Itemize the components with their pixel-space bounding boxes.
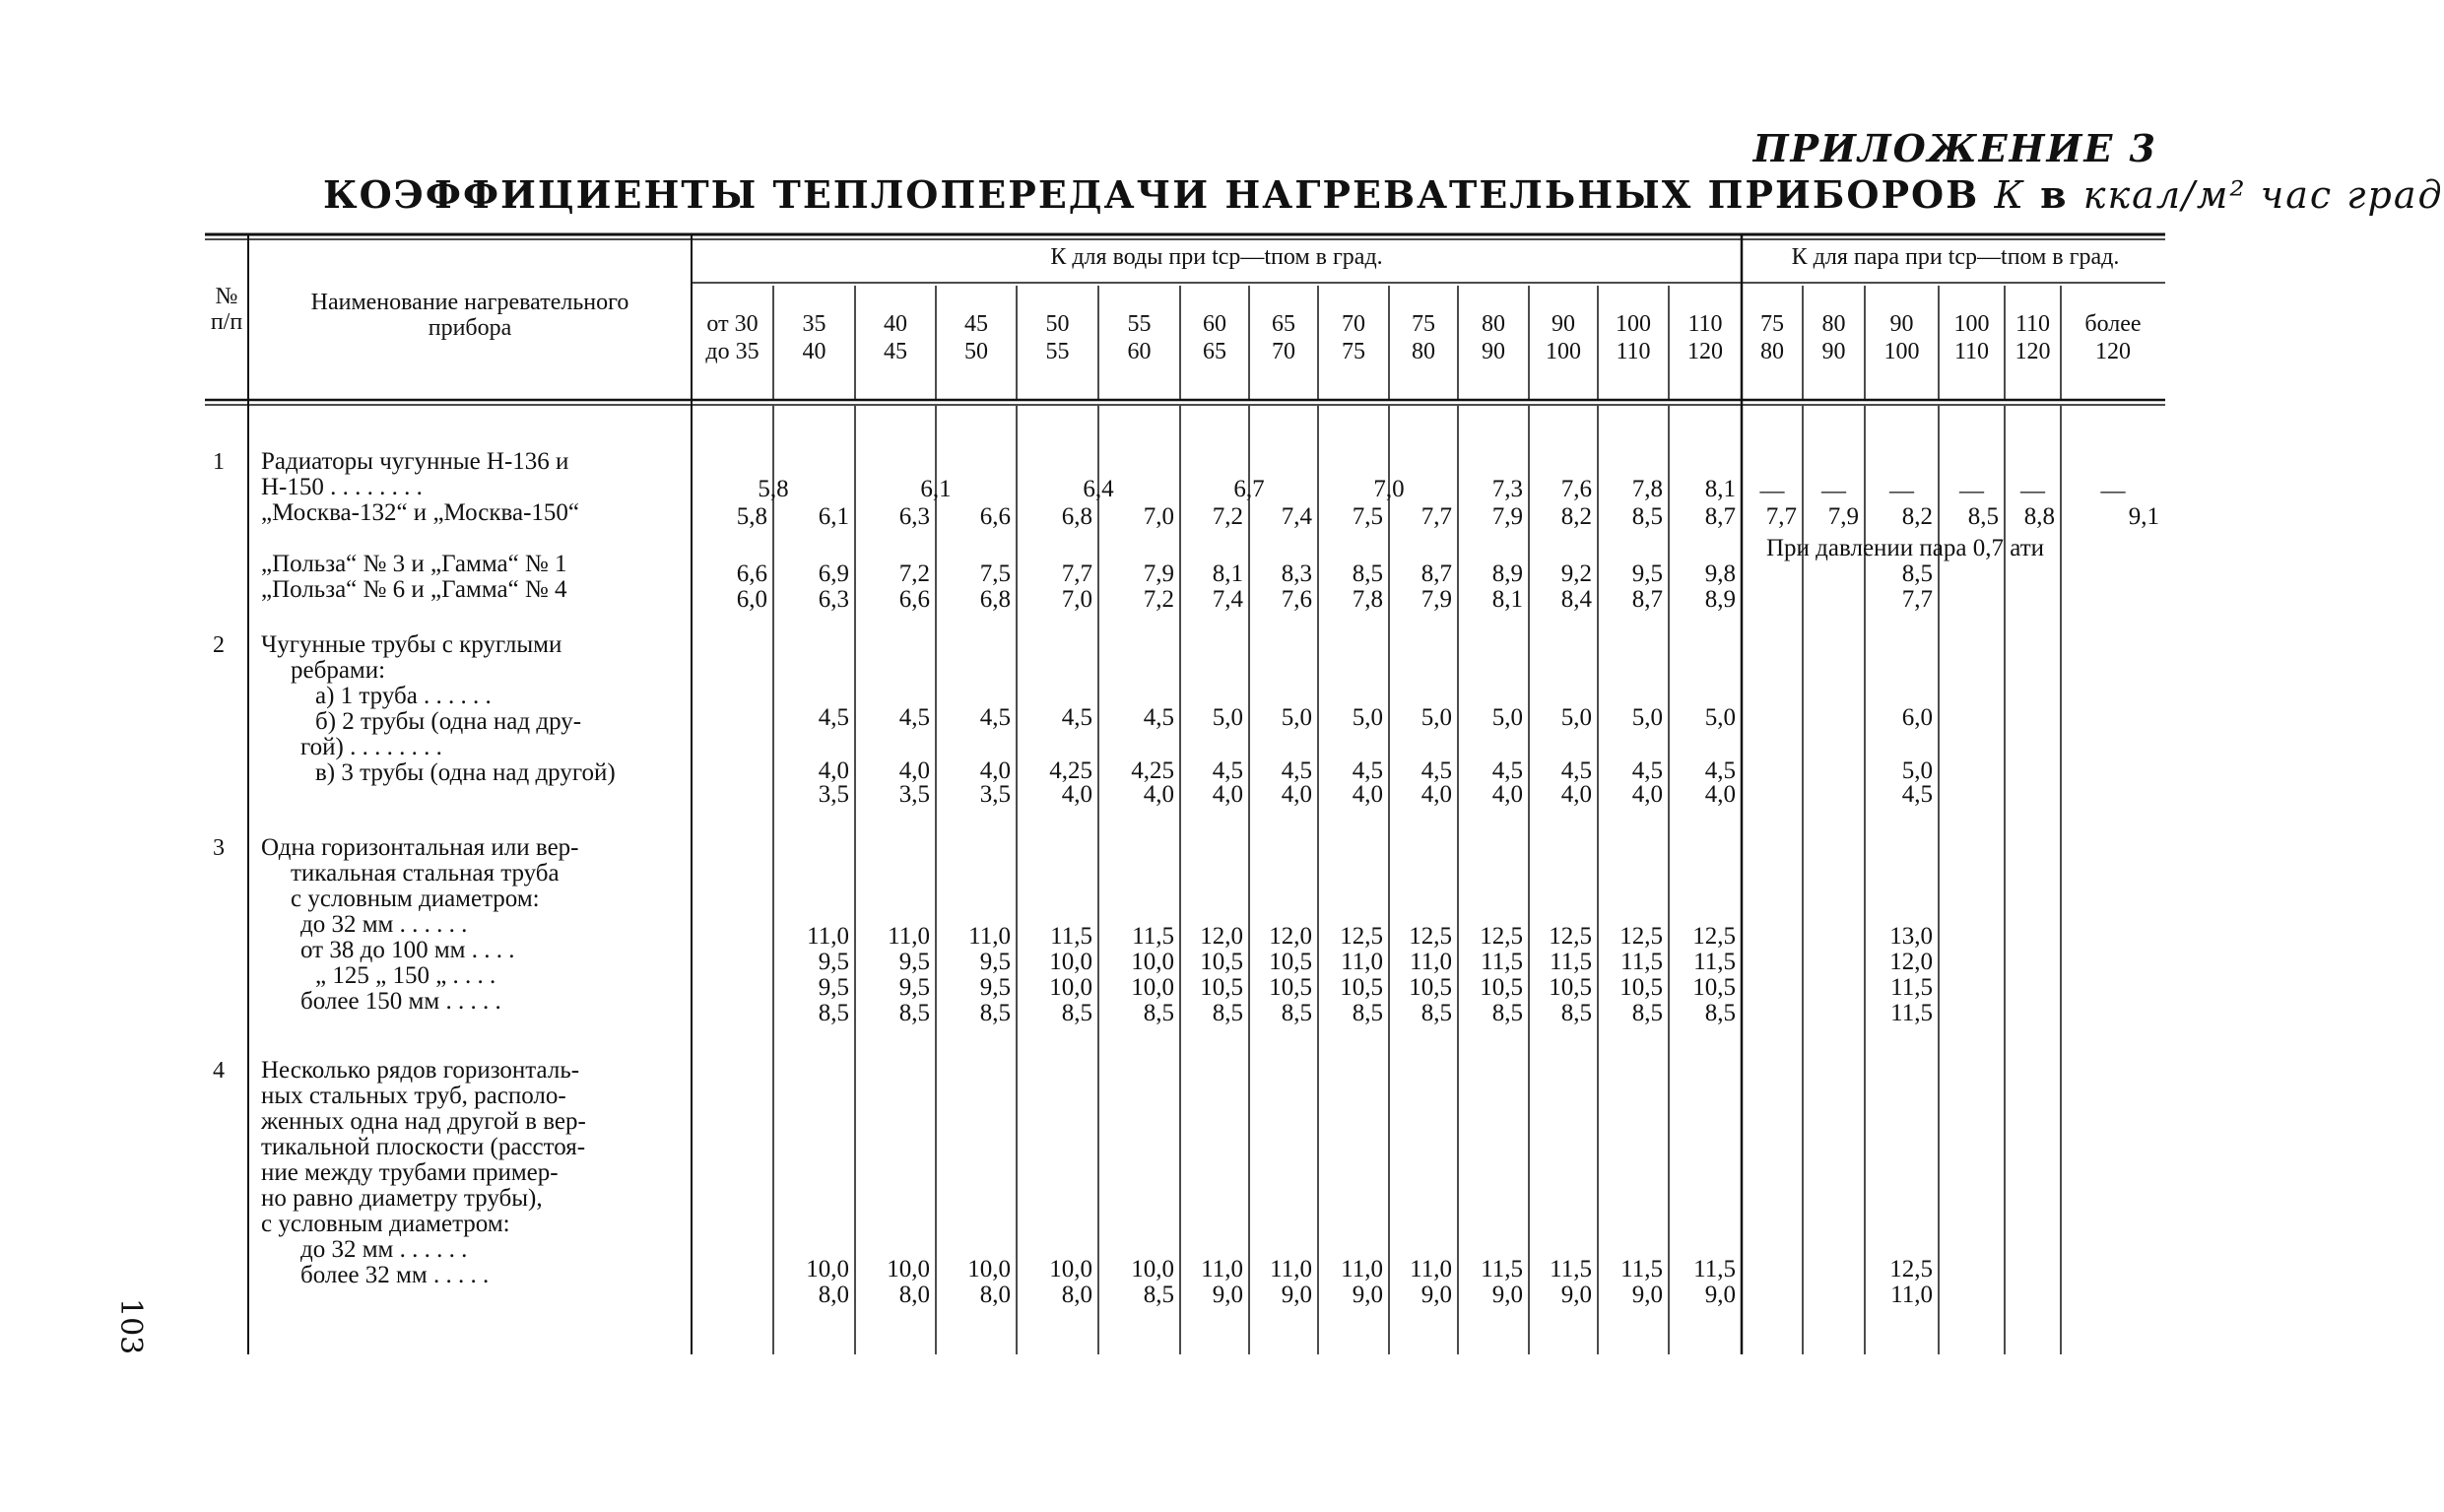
water-value: 12,0 [1200, 923, 1243, 950]
row-name-line: „ 125 „ 150 „ . . . . [315, 962, 496, 989]
water-value: 4,5 [1560, 757, 1592, 784]
water-value: 9,5 [898, 974, 930, 1001]
water-value: 4,0 [1061, 781, 1092, 808]
header-water-col: 80 [1412, 339, 1435, 364]
water-value: 11,5 [1620, 1256, 1663, 1282]
row-name-line: с условным диаметром: [291, 886, 540, 912]
water-value: 4,25 [1049, 757, 1092, 784]
steam-dash: — [2100, 478, 2126, 504]
water-value: 4,0 [1491, 781, 1523, 808]
row-name-line: с условным диаметром: [261, 1211, 510, 1237]
water-value: 4,5 [1212, 757, 1243, 784]
water-value: 4,5 [818, 704, 849, 731]
water-value: 12,5 [1340, 923, 1383, 950]
water-value: 11,5 [1693, 1256, 1736, 1282]
header-water-col: 75 [1412, 311, 1435, 337]
header-steam-group: К для пара при tср—tпом в град. [1791, 244, 2120, 270]
merged-water-value: 5,8 [758, 476, 789, 502]
header-water-col: 75 [1342, 339, 1365, 364]
steam-value: 12,0 [1889, 949, 1933, 975]
water-value: 10,5 [1269, 949, 1312, 975]
water-value: 10,0 [1131, 974, 1174, 1001]
header-water-col: 35 [802, 311, 826, 337]
water-value: 5,0 [1352, 704, 1383, 731]
water-value: 9,0 [1631, 1282, 1663, 1308]
steam-value: 5,0 [1901, 757, 1933, 784]
water-value: 11,0 [807, 923, 849, 950]
water-value: 9,5 [979, 949, 1011, 975]
header-steam-col: 120 [2015, 339, 2051, 364]
water-value: 8,0 [818, 1282, 849, 1308]
water-value: 11,5 [1132, 923, 1174, 950]
water-value: 9,0 [1352, 1282, 1383, 1308]
water-value: 10,5 [1340, 974, 1383, 1001]
header-steam-col: 80 [1760, 339, 1784, 364]
water-value: 8,7 [1631, 586, 1663, 613]
water-value: 9,5 [818, 974, 849, 1001]
water-value: 8,0 [979, 1282, 1011, 1308]
water-value: 8,2 [1560, 503, 1592, 530]
water-value: 10,0 [887, 1256, 930, 1282]
header-water-col: 70 [1272, 339, 1295, 364]
header-num: п/п [210, 309, 243, 335]
header-steam-col: 120 [2095, 339, 2131, 364]
steam-dash: — [1759, 478, 1785, 504]
row-name-line: но равно диаметру трубы), [261, 1185, 543, 1212]
water-value: 4,5 [979, 704, 1011, 731]
water-value: 11,5 [1550, 1256, 1592, 1282]
water-value: 9,2 [1560, 560, 1592, 587]
water-value: 8,5 [1420, 1000, 1452, 1026]
title-unit: ккал/м² час град [2082, 173, 2444, 217]
row-name-line: до 32 мм . . . . . . [300, 911, 468, 938]
row-name-line: от 38 до 100 мм . . . . [300, 937, 515, 963]
header-name: прибора [428, 315, 512, 341]
water-value: 7,8 [1631, 476, 1663, 502]
water-value: 9,0 [1281, 1282, 1312, 1308]
steam-dash: — [1821, 478, 1846, 504]
header-water-col: 50 [964, 339, 988, 364]
water-value: 8,3 [1281, 560, 1312, 587]
water-value: 8,7 [1704, 503, 1736, 530]
water-value: 5,8 [736, 503, 767, 530]
header-steam-col: более [2084, 311, 2142, 337]
row-name-line: Чугунные трубы с круглыми [261, 631, 562, 658]
water-value: 4,5 [1281, 757, 1312, 784]
water-value: 7,5 [1352, 503, 1383, 530]
row-name-line: Н-150 . . . . . . . . [261, 474, 423, 500]
water-value: 4,5 [1631, 757, 1663, 784]
row-name-line: более 150 мм . . . . . [300, 988, 501, 1015]
merged-water-value: 6,7 [1233, 476, 1265, 502]
water-value: 5,0 [1631, 704, 1663, 731]
header-water-group: К для воды при tср—tпом в град. [1050, 244, 1383, 270]
water-value: 8,1 [1212, 560, 1243, 587]
water-value: 10,5 [1200, 949, 1243, 975]
water-value: 7,4 [1281, 503, 1312, 530]
water-value: 12,5 [1480, 923, 1523, 950]
water-value: 7,6 [1281, 586, 1312, 613]
water-value: 10,5 [1409, 974, 1452, 1001]
water-value: 6,6 [736, 560, 767, 587]
water-value: 4,0 [1704, 781, 1736, 808]
water-value: 5,0 [1281, 704, 1312, 731]
water-value: 8,5 [1143, 1000, 1174, 1026]
water-value: 11,0 [888, 923, 930, 950]
water-value: 8,0 [898, 1282, 930, 1308]
water-value: 4,0 [979, 757, 1011, 784]
merged-water-value: 6,1 [920, 476, 952, 502]
header-name: Наименование нагревательного [310, 290, 629, 315]
header-water-col: 110 [1687, 311, 1723, 337]
water-value: 11,5 [1481, 949, 1523, 975]
header-water-col: 80 [1482, 311, 1505, 337]
water-value: 4,5 [1704, 757, 1736, 784]
water-value: 8,5 [818, 1000, 849, 1026]
water-value: 8,0 [1061, 1282, 1092, 1308]
row-number: 3 [213, 835, 225, 861]
water-value: 8,5 [1061, 1000, 1092, 1026]
header-water-col: 100 [1546, 339, 1581, 364]
title-symbol: К [1994, 173, 2025, 217]
water-value: 10,0 [1049, 1256, 1092, 1282]
water-value: 11,0 [1341, 949, 1383, 975]
water-value: 3,5 [818, 781, 849, 808]
header-water-col: от 30 [706, 311, 759, 337]
row-name-line: ние между трубами пример- [261, 1159, 559, 1186]
water-value: 9,0 [1560, 1282, 1592, 1308]
water-value: 5,0 [1212, 704, 1243, 731]
header-steam-col: 90 [1821, 339, 1846, 364]
header-steam-col: 100 [1883, 339, 1920, 364]
water-value: 7,3 [1491, 476, 1523, 502]
water-value: 9,0 [1420, 1282, 1452, 1308]
header-water-col: 110 [1616, 339, 1651, 364]
water-value: 8,5 [979, 1000, 1011, 1026]
water-value: 8,5 [1212, 1000, 1243, 1026]
water-value: 4,5 [1491, 757, 1523, 784]
water-value: 12,5 [1692, 923, 1736, 950]
header-water-col: 100 [1616, 311, 1651, 337]
header-water-col: 65 [1203, 339, 1226, 364]
row-name-line: Радиаторы чугунные Н-136 и [261, 448, 569, 475]
water-value: 4,0 [1631, 781, 1663, 808]
water-value: 6,6 [979, 503, 1011, 530]
header-water-col: 45 [884, 339, 907, 364]
water-value: 11,5 [1620, 949, 1663, 975]
water-value: 3,5 [979, 781, 1011, 808]
water-value: 8,5 [1281, 1000, 1312, 1026]
header-steam-col: 90 [1889, 311, 1914, 337]
header-steam-col: 110 [1953, 339, 1990, 364]
water-value: 7,7 [1061, 560, 1092, 587]
water-value: 7,0 [1061, 586, 1092, 613]
water-value: 4,5 [1352, 757, 1383, 784]
water-value: 9,0 [1491, 1282, 1523, 1308]
water-value: 9,0 [1704, 1282, 1736, 1308]
steam-dash: — [1959, 478, 1984, 504]
row-name-line: ребрами: [291, 657, 386, 684]
steam-value: 8,5 [1901, 560, 1933, 587]
water-value: 4,0 [1420, 781, 1452, 808]
water-value: 5,0 [1560, 704, 1592, 731]
water-value: 10,0 [806, 1256, 849, 1282]
steam-value: 12,5 [1889, 1256, 1933, 1282]
steam-value: 6,0 [1901, 704, 1933, 731]
water-value: 10,0 [1049, 974, 1092, 1001]
row-name-line: „Польза“ № 6 и „Гамма“ № 4 [261, 576, 567, 603]
row-name-line: женных одна над другой в вер- [261, 1108, 586, 1135]
header-water-col: 60 [1127, 339, 1152, 364]
water-value: 8,5 [1631, 503, 1663, 530]
water-value: 7,8 [1352, 586, 1383, 613]
water-value: 9,5 [979, 974, 1011, 1001]
header-water-col: 120 [1687, 339, 1723, 364]
steam-value: 9,1 [2128, 503, 2159, 530]
row-number: 2 [213, 632, 225, 658]
water-value: 7,9 [1420, 586, 1452, 613]
water-value: 6,8 [979, 586, 1011, 613]
steam-dash: — [1889, 478, 1914, 504]
header-water-col: 55 [1127, 311, 1152, 337]
water-value: 10,0 [1131, 1256, 1174, 1282]
page-number: 103 [113, 1298, 148, 1355]
water-value: 4,5 [1420, 757, 1452, 784]
water-value: 5,0 [1420, 704, 1452, 731]
title-unit-prefix: в [2024, 172, 2083, 217]
water-value: 4,0 [1281, 781, 1312, 808]
header-water-col: 70 [1342, 311, 1365, 337]
water-value: 6,0 [736, 586, 767, 613]
header-water-col: 90 [1482, 339, 1505, 364]
water-value: 7,9 [1143, 560, 1174, 587]
steam-value: 11,5 [1890, 974, 1933, 1001]
water-value: 4,0 [818, 757, 849, 784]
steam-value: 8,8 [2023, 503, 2055, 530]
water-value: 8,5 [1352, 560, 1383, 587]
water-value: 4,0 [1352, 781, 1383, 808]
water-value: 8,5 [1704, 1000, 1736, 1026]
water-value: 12,5 [1619, 923, 1663, 950]
row-number: 4 [213, 1058, 225, 1084]
water-value: 9,5 [898, 949, 930, 975]
water-value: 10,5 [1200, 974, 1243, 1001]
water-value: 7,2 [898, 560, 930, 587]
row-name-line: „Польза“ № 3 и „Гамма“ № 1 [261, 551, 567, 577]
water-value: 10,5 [1619, 974, 1663, 1001]
row-name-line: „Москва-132“ и „Москва-150“ [261, 499, 579, 526]
water-value: 7,9 [1491, 503, 1523, 530]
row-name-line: до 32 мм . . . . . . [300, 1236, 468, 1263]
water-value: 11,0 [1201, 1256, 1243, 1282]
water-value: 6,9 [818, 560, 849, 587]
water-value: 9,8 [1704, 560, 1736, 587]
steam-value: 13,0 [1889, 923, 1933, 950]
water-value: 6,1 [818, 503, 849, 530]
steam-value: 7,7 [1765, 503, 1797, 530]
header-water-col: 45 [964, 311, 988, 337]
water-value: 7,4 [1212, 586, 1243, 613]
water-value: 8,5 [1631, 1000, 1663, 1026]
water-value: 6,6 [898, 586, 930, 613]
water-value: 9,5 [1631, 560, 1663, 587]
water-value: 6,3 [818, 586, 849, 613]
header-water-col: до 35 [705, 339, 760, 364]
water-value: 5,0 [1704, 704, 1736, 731]
water-value: 4,0 [898, 757, 930, 784]
row-name-line: в) 3 трубы (одна над другой) [315, 759, 616, 786]
steam-dash: — [2020, 478, 2045, 504]
water-value: 11,0 [1410, 1256, 1452, 1282]
row-name-line: тикальной плоскости (расстоя- [261, 1134, 586, 1160]
water-value: 8,5 [1491, 1000, 1523, 1026]
header-water-col: 40 [802, 339, 826, 364]
water-value: 12,0 [1269, 923, 1312, 950]
water-value: 8,4 [1560, 586, 1592, 613]
water-value: 4,5 [898, 704, 930, 731]
water-value: 4,0 [1560, 781, 1592, 808]
header-water-col: 40 [884, 311, 907, 337]
steam-value: 11,0 [1890, 1282, 1933, 1308]
water-value: 7,2 [1143, 586, 1174, 613]
water-value: 11,5 [1050, 923, 1092, 950]
water-value: 7,2 [1212, 503, 1243, 530]
water-value: 8,1 [1491, 586, 1523, 613]
water-value: 11,0 [1410, 949, 1452, 975]
steam-value: 11,5 [1890, 1000, 1933, 1026]
header-water-col: 50 [1045, 311, 1070, 337]
water-value: 11,5 [1481, 1256, 1523, 1282]
row-number: 1 [213, 449, 225, 475]
row-name-line: б) 2 трубы (одна над дру- [315, 708, 582, 735]
water-value: 4,5 [1143, 704, 1174, 731]
header-num: № [215, 284, 238, 309]
water-value: 7,0 [1143, 503, 1174, 530]
water-value: 3,5 [898, 781, 930, 808]
row-name-line: ных стальных труб, располо- [261, 1083, 566, 1109]
water-value: 10,0 [1131, 949, 1174, 975]
title-main: КОЭФФИЦИЕНТЫ ТЕПЛОПЕРЕДАЧИ НАГРЕВАТЕЛЬНЫХ ПРИБОРОВ [323, 172, 1995, 217]
water-value: 7,7 [1420, 503, 1452, 530]
header-water-col: 65 [1272, 311, 1295, 337]
steam-value: 7,7 [1901, 586, 1933, 613]
water-value: 8,7 [1420, 560, 1452, 587]
water-value: 11,0 [968, 923, 1011, 950]
water-value: 5,0 [1491, 704, 1523, 731]
appendix-label: ПРИЛОЖЕНИЕ 3 [1752, 126, 2157, 170]
header-steam-col: 80 [1821, 311, 1846, 337]
water-value: 7,5 [979, 560, 1011, 587]
water-value: 10,0 [967, 1256, 1011, 1282]
row-name-line: более 32 мм . . . . . [300, 1262, 490, 1288]
water-value: 8,5 [898, 1000, 930, 1026]
water-value: 11,5 [1550, 949, 1592, 975]
water-value: 8,9 [1491, 560, 1523, 587]
water-value: 9,5 [818, 949, 849, 975]
steam-value: 4,5 [1901, 781, 1933, 808]
water-value: 4,0 [1212, 781, 1243, 808]
water-value: 8,9 [1704, 586, 1736, 613]
row-name-line: гой) . . . . . . . . [300, 734, 442, 760]
water-value: 8,5 [1352, 1000, 1383, 1026]
water-value: 10,5 [1549, 974, 1592, 1001]
water-value: 12,5 [1409, 923, 1452, 950]
water-value: 11,5 [1693, 949, 1736, 975]
header-steam-col: 110 [2015, 311, 2051, 337]
water-value: 6,8 [1061, 503, 1092, 530]
header-steam-col: 75 [1760, 311, 1784, 337]
water-value: 12,5 [1549, 923, 1592, 950]
water-value: 11,0 [1341, 1256, 1383, 1282]
water-value: 6,3 [898, 503, 930, 530]
steam-value: 8,2 [1901, 503, 1933, 530]
header-water-col: 55 [1045, 339, 1070, 364]
water-value: 8,5 [1560, 1000, 1592, 1026]
water-value: 8,5 [1143, 1282, 1174, 1308]
water-value: 4,0 [1143, 781, 1174, 808]
merged-water-value: 7,0 [1373, 476, 1405, 502]
water-value: 11,0 [1270, 1256, 1312, 1282]
row-name-line: тикальная стальная труба [291, 860, 560, 887]
header-steam-col: 100 [1953, 311, 1990, 337]
header-water-col: 90 [1552, 311, 1575, 337]
water-value: 10,5 [1692, 974, 1736, 1001]
row-name-line: Несколько рядов горизонталь- [261, 1057, 580, 1084]
merged-water-value: 6,4 [1083, 476, 1114, 502]
row-name-line: Одна горизонтальная или вер- [261, 834, 579, 861]
header-water-col: 60 [1203, 311, 1226, 337]
water-value: 9,0 [1212, 1282, 1243, 1308]
steam-value: 8,5 [1967, 503, 1999, 530]
row-name-line: а) 1 труба . . . . . . [315, 683, 492, 709]
steam-value: 7,9 [1827, 503, 1859, 530]
water-value: 7,6 [1560, 476, 1592, 502]
water-value: 10,5 [1480, 974, 1523, 1001]
water-value: 8,1 [1704, 476, 1736, 502]
water-value: 10,5 [1269, 974, 1312, 1001]
steam-note: При давлении пара 0,7 ати [1766, 535, 2045, 561]
water-value: 4,5 [1061, 704, 1092, 731]
water-value: 10,0 [1049, 949, 1092, 975]
water-value: 4,25 [1131, 757, 1174, 784]
